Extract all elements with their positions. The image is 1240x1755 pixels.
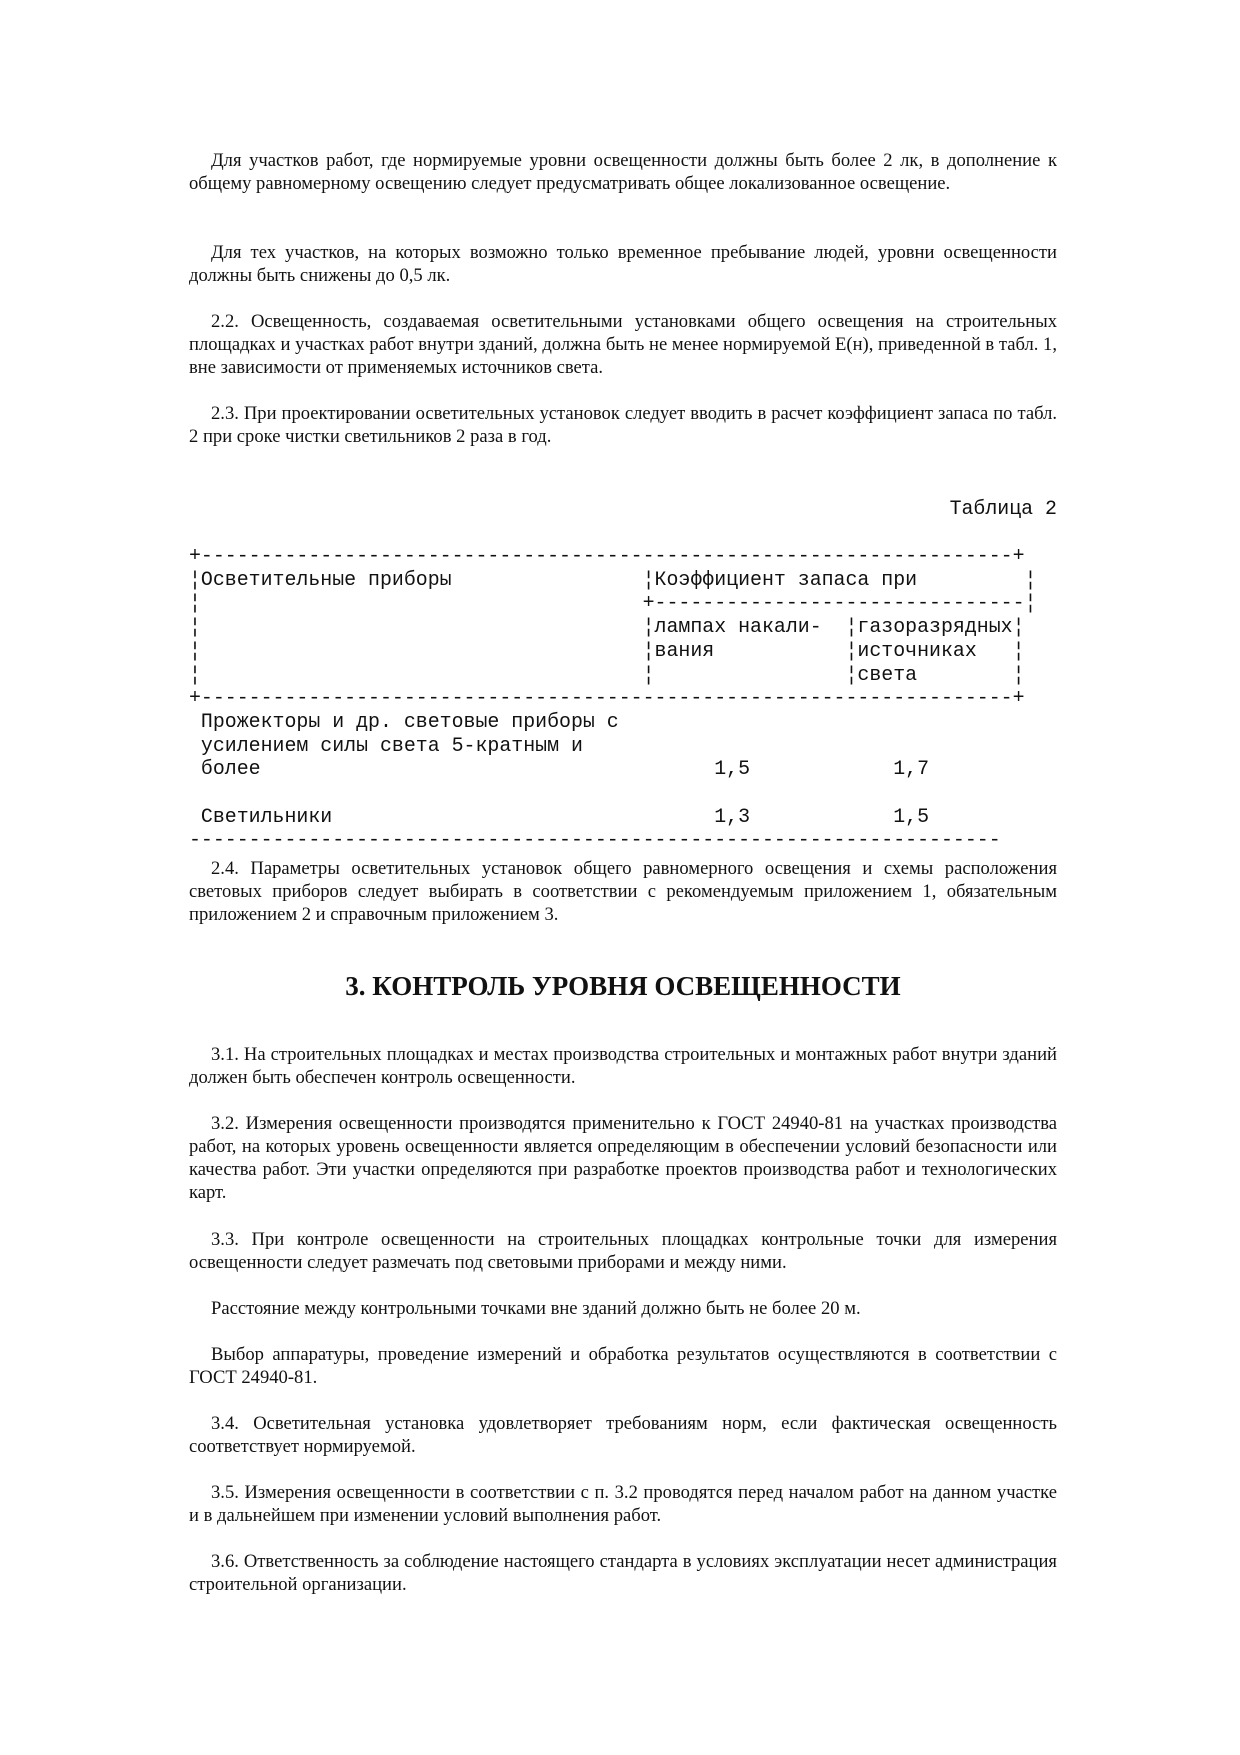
paragraph-2-3: 2.3. При проектировании осветительных установок следует вводить в расчет коэффициент запаса по табл. 2 при сроке чистки светильников 2 раза в год. xyxy=(189,403,1057,447)
section-heading: 3. КОНТРОЛЬ УРОВНЯ ОСВЕЩЕННОСТИ xyxy=(345,971,901,1001)
paragraph-3-1: 3.1. На строительных площадках и местах производства строительных и монтажных работ внутри зданий должен быть обеспечен контроль освещенности. xyxy=(189,1044,1057,1088)
ascii-table: +--------------------------------------------------------------------+ ¦Осветительные приборы ¦Коэффициент запаса при ¦ ¦ +-------------------------------¦ ¦ ¦лампах накали- ¦газоразрядных¦ ¦ ¦вания ¦источниках ¦ ¦ ¦ ¦света ¦ +--------------------------------------------------------------------+ Прожекторы и др. световые приборы с усилением силы света 5-кратным и более 1,5 1,7 Светильники 1,3 1,5 -------------------------------------------------------------------- xyxy=(189,544,1037,852)
paragraph-3-4: 3.4. Осветительная установка удовлетворяет требованиям норм, если фактическая освещенность соответствует нормируемой. xyxy=(189,1413,1057,1457)
paragraph-2-4: 2.4. Параметры осветительных установок общего равномерного освещения и схемы расположения световых приборов следует выбирать в соответствии с рекомендуемым приложением 1, обязательным приложением 2 и справочным приложением 3. xyxy=(189,858,1057,925)
table-caption: Таблица 2 xyxy=(949,497,1057,520)
paragraph-distance: Расстояние между контрольными точками вне зданий должно быть не более 20 м. xyxy=(211,1298,861,1319)
paragraph-3-5: 3.5. Измерения освещенности в соответствии с п. 3.2 проводятся перед началом работ на данном участке и в дальнейшем при изменении условий выполнения работ. xyxy=(189,1482,1057,1526)
paragraph-2-2: 2.2. Освещенность, создаваемая осветительными установками общего освещения на строительных площадках и участках работ внутри зданий, должна быть не менее нормируемой Е(н), приведенной в табл. 1, вне зависимости от применяемых источников света. xyxy=(189,311,1057,378)
paragraph-equipment: Выбор аппаратуры, проведение измерений и обработка результатов осуществляются в соответствии с ГОСТ 24940-81. xyxy=(189,1344,1057,1388)
paragraph-3-3: 3.3. При контроле освещенности на строительных площадках контрольные точки для измерения освещенности следует размечать под световыми приборами и между ними. xyxy=(189,1229,1057,1273)
paragraph-3-6: 3.6. Ответственность за соблюдение настоящего стандарта в условиях эксплуатации несет администрация строительной организации. xyxy=(189,1551,1057,1595)
paragraph-3-2: 3.2. Измерения освещенности производятся применительно к ГОСТ 24940-81 на участках производства работ, на которых уровень освещенности является определяющим в обеспечении условий безопасности или качества работ. Эти участки определяются при разработке проектов производства работ и технологических карт. xyxy=(189,1113,1057,1203)
paragraph-local-lighting: Для участков работ, где нормируемые уровни освещенности должны быть более 2 лк, в дополнение к общему равномерному освещению следует предусматривать общее локализованное освещение. xyxy=(189,150,1057,194)
paragraph-temporary-presence: Для тех участков, на которых возможно только временное пребывание людей, уровни освещенности должны быть снижены до 0,5 лк. xyxy=(189,242,1057,286)
